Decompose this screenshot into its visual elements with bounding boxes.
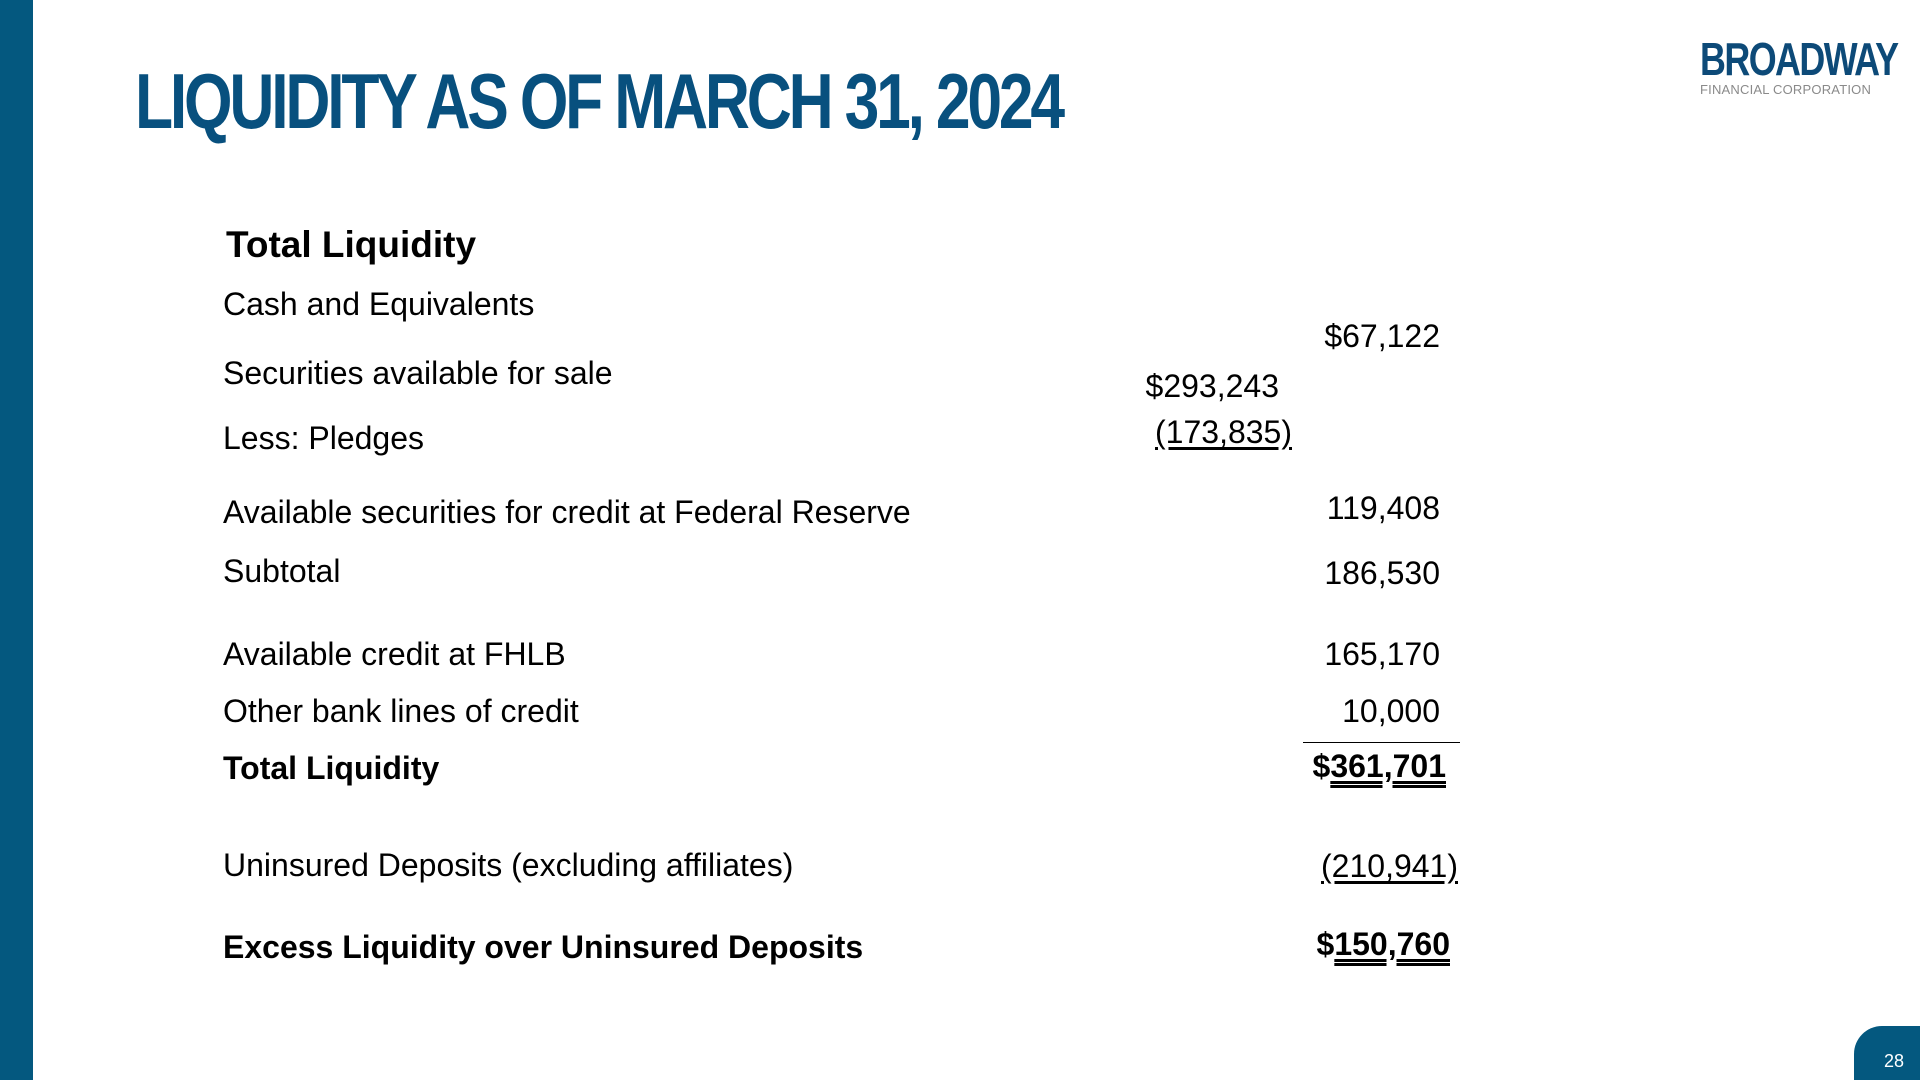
value-excess-liquidity [1317, 926, 1450, 963]
value-fhlb: 165,170 [1324, 636, 1440, 672]
row-label-subtotal: Subtotal [223, 553, 341, 589]
value-subtotal: 186,530 [1324, 555, 1440, 591]
row-label-securities: Securities available for sale [223, 355, 613, 391]
row-label-cash: Cash and Equivalents [223, 286, 535, 322]
value-uninsured-deposits: (210,941) [1321, 848, 1458, 884]
left-accent-bar [0, 0, 33, 1080]
value-available-securities: 119,408 [1326, 490, 1440, 526]
currency-symbol: $ [1316, 926, 1335, 962]
value-other-lines: 10,000 [1342, 693, 1440, 729]
value-cash: $67,122 [1324, 318, 1440, 354]
row-label-fhlb: Available credit at FHLB [223, 636, 566, 672]
row-label-uninsured-deposits: Uninsured Deposits (excluding affiliates) [223, 847, 794, 883]
company-logo [1700, 33, 1898, 97]
value-securities: $293,243 [1145, 368, 1279, 404]
row-label-other-lines: Other bank lines of credit [223, 693, 579, 729]
page-number: 28 [1883, 1051, 1905, 1071]
row-label-total-liquidity: Total Liquidity [223, 750, 440, 786]
row-label-available-securities: Available securities for credit at Federal Reserve [223, 494, 911, 530]
table-heading: Total Liquidity [226, 224, 477, 265]
value-total-liquidity-amount: 361,701 [1330, 748, 1446, 784]
currency-symbol: $ [1312, 748, 1331, 784]
row-label-excess-liquidity: Excess Liquidity over Uninsured Deposits [223, 929, 864, 965]
row-label-pledges: Less: Pledges [223, 420, 425, 456]
value-pledges: (173,835) [1155, 414, 1292, 450]
logo-name: BROADWAY [1700, 33, 1898, 85]
total-rule [1303, 742, 1460, 743]
value-excess-liquidity-amount: 150,760 [1334, 926, 1450, 962]
logo-subtitle: FINANCIAL CORPORATION [1700, 82, 1872, 97]
value-total-liquidity [1313, 748, 1446, 785]
slide-title: LIQUIDITY AS OF MARCH 31, 2024 [135, 57, 1062, 145]
